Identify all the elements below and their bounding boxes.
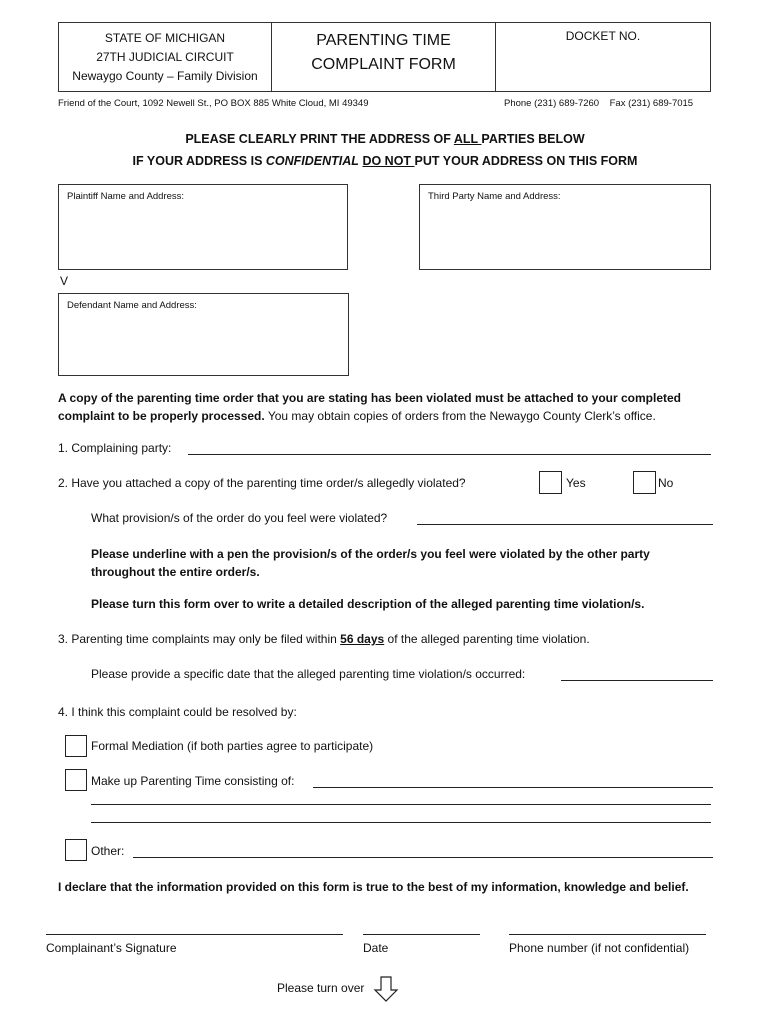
makeup-time-checkbox[interactable] [65,769,87,791]
court-line-1: STATE OF MICHIGAN [104,31,226,45]
court-line-3: Newaygo County – Family Division [72,69,258,83]
instruction-emphasis: ALL [453,132,482,146]
form-title-box [271,22,496,92]
instruction-text: PLEASE CLEARLY PRINT THE ADDRESS OF [185,132,454,146]
court-info-box [58,22,272,92]
instruction-text: IF YOUR ADDRESS IS [132,154,266,168]
plaintiff-box[interactable] [58,184,348,270]
docket-box[interactable] [495,22,711,92]
complaining-party-field[interactable] [188,454,711,455]
instruction-text: PARTIES BELOW [481,132,585,146]
date-field[interactable] [363,934,480,935]
declaration-text: I declare that the information provided on this form is true to the best of my information, knowledge and belief. [58,880,689,894]
versus-label: V [60,274,69,288]
makeup-time-field-line-3[interactable] [91,822,711,823]
q3-label [58,632,590,646]
makeup-time-field-line-2[interactable] [91,804,711,805]
q3-days: 56 days [340,632,385,646]
q3-text: of the alleged parenting time violation. [384,632,590,646]
turn-form-note: Please turn this form over to write a detailed description of the alleged parenting time violation/s. [91,597,645,611]
provision-label: What provision/s of the order do you feel were violated? [91,511,388,525]
mediation-label: Formal Mediation (if both parties agree to participate) [91,739,374,753]
q1-label: 1. Complaining party: [58,441,172,455]
other-field[interactable] [133,857,713,858]
instruction-text: PUT YOUR ADDRESS ON THIS FORM [414,154,638,168]
mediation-checkbox[interactable] [65,735,87,757]
court-line-2: 27TH JUDICIAL CIRCUIT [96,50,234,64]
form-title-line-1: PARENTING TIME [316,32,451,49]
yes-label: Yes [566,476,586,490]
attachment-notice [58,389,718,425]
third-party-box[interactable] [419,184,711,270]
yes-checkbox[interactable] [539,471,562,494]
makeup-time-field[interactable] [313,787,713,788]
docket-label: DOCKET NO. [565,29,641,43]
plaintiff-label: Plaintiff Name and Address: [67,191,185,202]
signature-label: Complainant’s Signature [46,941,177,955]
foc-phone-fax: Phone (231) 689-7260 Fax (231) 689-7015 [504,98,694,109]
defendant-box[interactable] [58,293,349,376]
foc-address: Friend of the Court, 1092 Newell St., PO BOX 885 White Cloud, MI 49349 [58,98,369,109]
form-title-line-2: COMPLAINT FORM [311,56,456,73]
signature-field[interactable] [46,934,343,935]
makeup-time-label: Make up Parenting Time consisting of: [91,774,295,788]
q3-text: 3. Parenting time complaints may only be filed within [58,632,341,646]
third-party-label: Third Party Name and Address: [428,191,561,202]
other-checkbox[interactable] [65,839,87,861]
violation-date-field[interactable] [561,680,713,681]
phone-label: Phone number (if not confidential) [509,941,690,955]
q2-label: 2. Have you attached a copy of the parenting time order/s allegedly violated? [58,476,466,490]
defendant-label: Defendant Name and Address: [67,300,197,311]
provision-field[interactable] [417,524,713,525]
underline-note: Please underline with a pen the provision/s of the order/s you feel were violated by the other party throughout the entire order/s. [91,547,650,579]
instruction-line-1 [0,132,770,146]
no-checkbox[interactable] [633,471,656,494]
down-arrow-icon [372,975,400,1003]
q4-label: 4. I think this complaint could be resolved by: [58,705,297,719]
notice-normal: You may obtain copies of orders from the Newaygo County Clerk’s office. [264,409,656,423]
violation-date-label: Please provide a specific date that the alleged parenting time violation/s occurred: [91,667,526,681]
instruction-emphasis: DO NOT [362,154,415,168]
instruction-emphasis: CONFIDENTIAL [265,154,359,168]
turn-over-label: Please turn over [277,981,365,995]
no-label: No [658,476,674,490]
other-label: Other: [91,844,125,858]
phone-field[interactable] [509,934,706,935]
instruction-line-2 [0,154,770,168]
notice-bold: A copy of the parenting time order that you are stating has been violated must be attached to your completed complaint to be properly processed. [58,391,681,423]
date-label: Date [363,941,389,955]
